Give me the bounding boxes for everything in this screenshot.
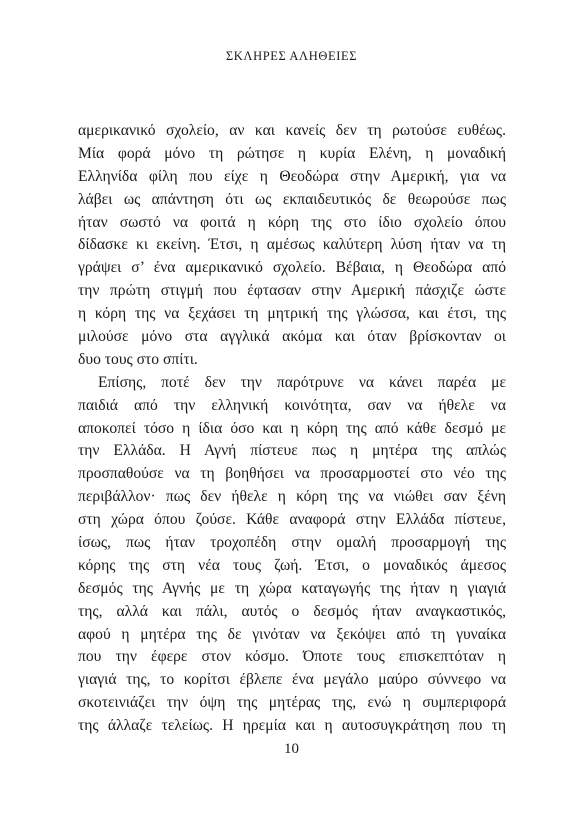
- text-line: αφού η μητέρα της δε γινόταν να ξεκόψει από τη γυναίκα: [78, 625, 506, 643]
- text-line-paragraph-start: Επίσης, ποτέ δεν την παρότρυνε να κάνει παρέα με: [98, 373, 506, 391]
- text-line: κόρης της στη νέα τους ζωή. Έτσι, ο μοναδικός άμεσος: [78, 556, 506, 574]
- body-text: [78, 120, 506, 738]
- running-header-title: ΣΚΛΗΡΕΣ ΑΛΗΘΕΙΕΣ: [225, 49, 358, 63]
- text-line: στη χώρα όπου ζούσε. Κάθε αναφορά στην Ελλάδα πίστευε,: [78, 511, 506, 529]
- text-line: ίσως, πως ήταν τροχοπέδη στην ομαλή προσαρμογή της: [78, 534, 506, 552]
- text-line: της, αλλά και πάλι, αυτός ο δεσμός ήταν αναγκαστικός,: [78, 602, 506, 620]
- text-line-paragraph-end: δυο τους στο σπίτι.: [78, 350, 198, 368]
- text-line: μιλούσε μόνο στα αγγλικά ακόμα και όταν βρίσκονταν οι: [78, 328, 506, 346]
- text-line: παιδιά από την ελληνική κοινότητα, σαν να ήθελε να: [78, 396, 506, 414]
- text-line: αποκοπεί τόσο η ίδια όσο και η κόρη της από κάθε δεσμό με: [78, 419, 506, 437]
- text-line: Μία φορά μόνο τη ρώτησε η κυρία Ελένη, η μοναδική: [78, 144, 506, 162]
- text-line: περιβάλλον· πως δεν ήθελε η κόρη της να νιώθει σαν ξένη: [78, 488, 506, 506]
- text-line: δεσμός της Αγνής με τη χώρα καταγωγής της ήταν η γιαγιά: [78, 579, 506, 597]
- text-line: αμερικανικό σχολείο, αν και κανείς δεν τη ρωτούσε ευθέως.: [78, 122, 506, 139]
- text-line: Ελληνίδα φίλη που είχε η Θεοδώρα στην Αμερική, για να: [78, 167, 506, 185]
- text-line: λάβει ως απάντηση ότι ως εκπαιδευτικός δε θεωρούσε πως: [78, 190, 506, 208]
- text-line: προσπαθούσε να τη βοηθήσει να προσαρμοστεί στο νέο της: [78, 465, 506, 483]
- text-line: γιαγιά της, το κορίτσι έβλεπε ένα μεγάλο μαύρο σύννεφο να: [78, 671, 506, 689]
- text-line: την πρώτη στιγμή που έφτασαν στην Αμερική πάσχιζε ώστε: [78, 282, 506, 300]
- page-number: 10: [284, 741, 299, 757]
- text-line: σκοτεινιάζει την όψη της μητέρας της, ενώ η συμπεριφορά: [78, 694, 506, 712]
- text-line: γράψει σ’ ένα αμερικανικό σχολείο. Βέβαια, η Θεοδώρα από: [78, 259, 506, 277]
- text-line: που την έφερε στον κόσμο. Όποτε τους επισκεπτόταν η: [78, 648, 506, 666]
- text-line: την Ελλάδα. Η Αγνή πίστευε πως η μητέρα της απλώς: [78, 442, 506, 460]
- text-line: η κόρη της να ξεχάσει τη μητρική της γλώσσα, και έτσι, της: [78, 305, 506, 323]
- text-line: της άλλαζε τελείως. Η ηρεμία και η αυτοσυγκράτηση που τη: [78, 717, 506, 735]
- text-line: ήταν σωστό να φοιτά η κόρη της στο ίδιο σχολείο όπου: [78, 213, 506, 231]
- text-line: δίδασκε κι εκείνη. Έτσι, η αμέσως καλύτερη λύση ήταν να τη: [78, 236, 506, 254]
